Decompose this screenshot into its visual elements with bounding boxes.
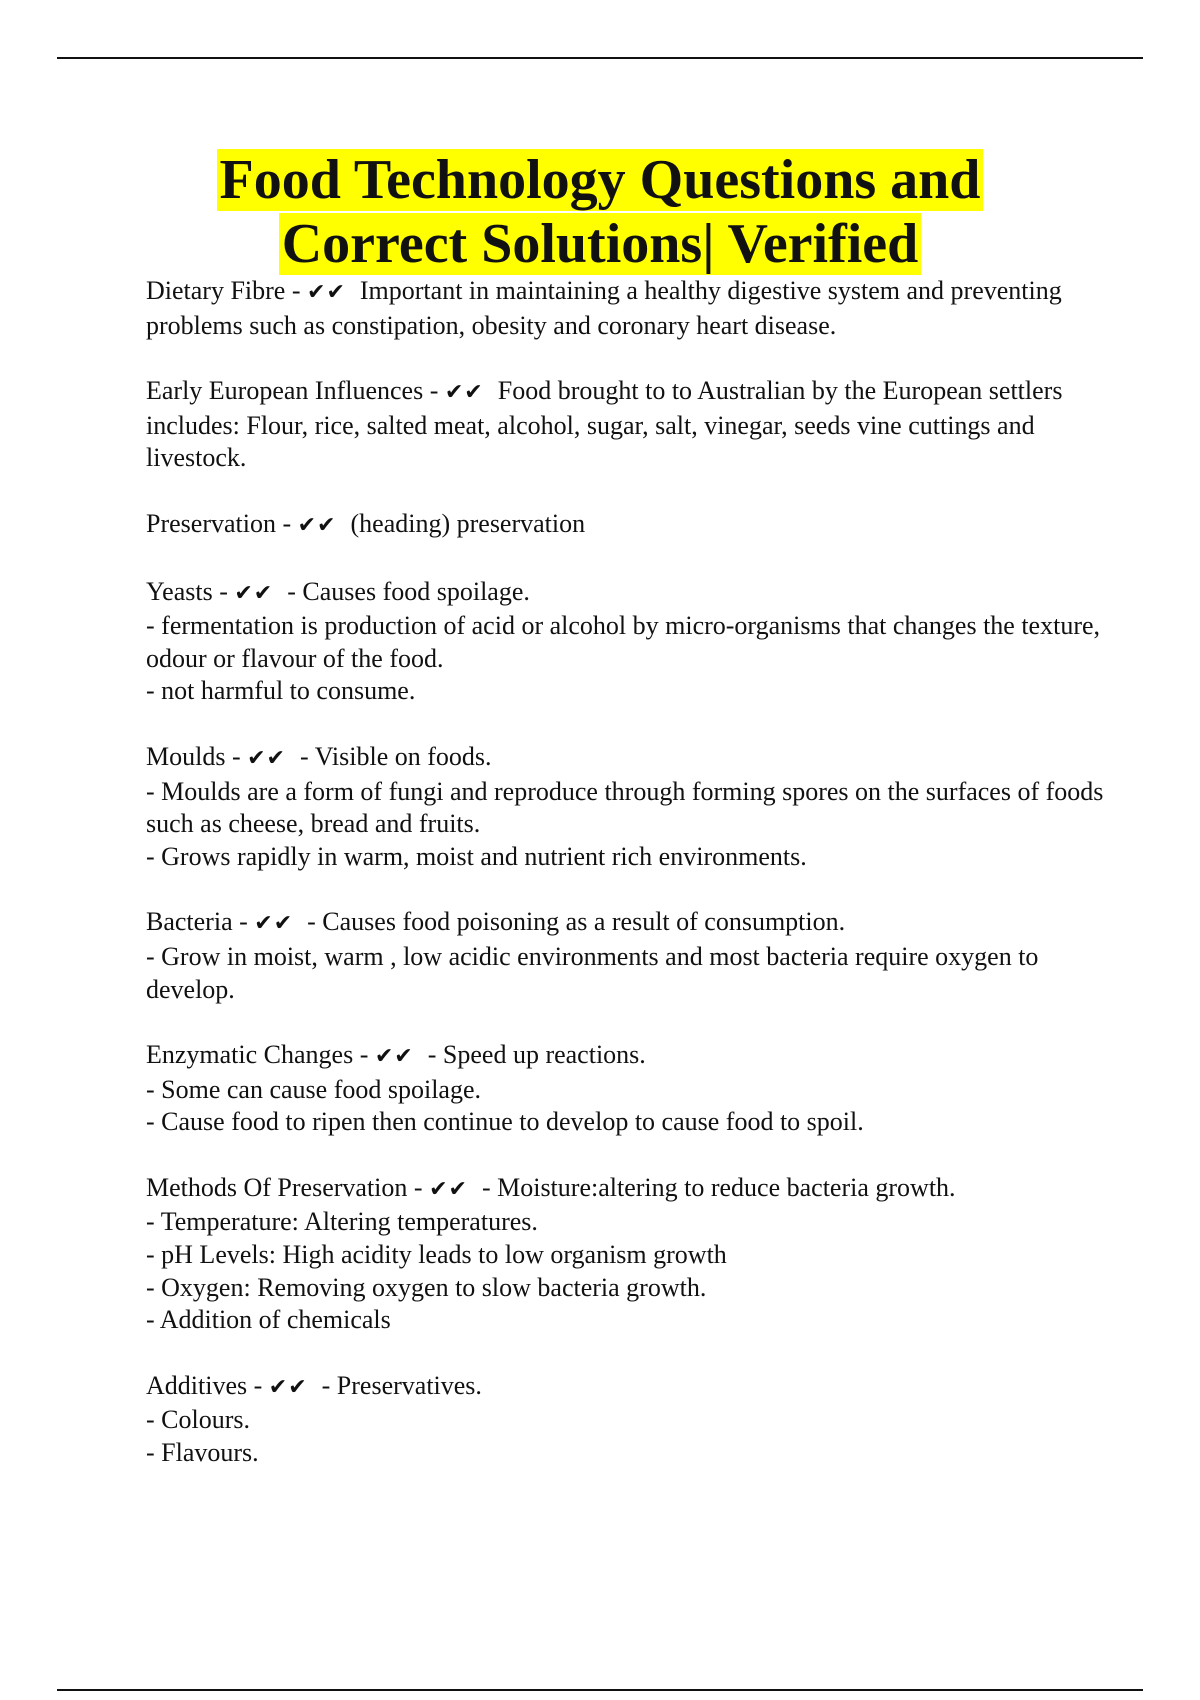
qa-entry: [146, 275, 1106, 342]
double-check-icon: ✔✔: [254, 911, 294, 937]
entry-term: Bacteria -: [146, 907, 255, 937]
double-check-icon: ✔✔: [307, 280, 346, 305]
qa-entry: [146, 375, 1106, 475]
entry-answer: - Moisture:altering to reduce bacteria growth.: [481, 1172, 956, 1202]
entry-answer-line: - Some can cause food spoilage.: [146, 1074, 482, 1104]
entry-answer-line: - Moulds are a form of fungi and reproduce through forming spores on the surfaces of foods such as cheese, bread and fruits.: [146, 776, 1104, 839]
entry-answer: (heading) preservation: [350, 508, 586, 538]
double-check-icon: ✔✔: [444, 380, 484, 406]
qa-entry-first-line: [146, 906, 1106, 941]
qa-entry-first-line: [146, 508, 1106, 543]
header-rule: [57, 57, 1143, 59]
qa-entry: [146, 906, 1106, 1006]
entry-answer-line: - pH Levels: High acidity leads to low organism growth: [146, 1240, 727, 1270]
entry-term: Additives -: [146, 1370, 269, 1400]
entry-answer: Food brought to to Australian by the European settlers includes: Flour, rice, salted meat, alcohol, sugar, salt, vinegar, seeds vine cuttings and livestock.: [146, 376, 1063, 473]
qa-list: [146, 275, 1106, 1503]
entry-answer: - Causes food poisoning as a result of consumption.: [307, 907, 846, 937]
entry-term: Dietary Fibre -: [146, 276, 308, 305]
qa-entry-first-line: [146, 1039, 1106, 1074]
entry-answer-line: - Grow in moist, warm , low acidic environments and most bacteria require oxygen to develop.: [146, 941, 1039, 1004]
title-line-1: Food Technology Questions and: [217, 149, 984, 211]
double-check-icon: ✔✔: [429, 1176, 468, 1202]
entry-answer: - Visible on foods.: [300, 741, 492, 771]
qa-entry-first-line: [146, 576, 1106, 611]
qa-entry: [146, 1039, 1106, 1139]
entry-term: Moulds -: [146, 741, 248, 771]
qa-entry: [146, 1172, 1106, 1337]
qa-entry-first-line: [146, 1172, 1106, 1207]
entry-answer: Important in maintaining a healthy digestive system and preventing problems such as constipation, obesity and coronary heart disease.: [146, 276, 1062, 340]
qa-entry: [146, 508, 1106, 543]
qa-entry-first-line: [146, 275, 1106, 342]
entry-term: Methods Of Preservation -: [146, 1172, 430, 1202]
title-line-2: Correct Solutions| Verified: [279, 213, 922, 275]
double-check-icon: ✔✔: [247, 745, 286, 771]
entry-answer-line: - Cause food to ripen then continue to develop to cause food to spoil.: [146, 1107, 864, 1137]
entry-term: Early European Influences -: [146, 376, 445, 406]
entry-answer: - Causes food spoilage.: [287, 576, 530, 606]
entry-answer-line: - Oxygen: Removing oxygen to slow bacteria growth.: [146, 1272, 707, 1302]
double-check-icon: ✔✔: [374, 1044, 414, 1070]
qa-entry-first-line: [146, 1370, 1106, 1405]
qa-entry-first-line: [146, 375, 1106, 475]
entry-term: Enzymatic Changes -: [146, 1040, 375, 1070]
double-check-icon: ✔✔: [268, 1374, 308, 1400]
qa-entry: [146, 576, 1106, 708]
entry-term: Preservation -: [146, 508, 298, 538]
entry-answer-line: - fermentation is production of acid or alcohol by micro-organisms that changes the texture, odour or flavour of the food.: [146, 611, 1101, 673]
entry-answer-line: - not harmful to consume.: [146, 676, 416, 706]
qa-entry: [146, 741, 1106, 873]
document-title: [0, 148, 1200, 276]
entry-term: Yeasts -: [146, 576, 235, 606]
double-check-icon: ✔✔: [234, 580, 274, 606]
double-check-icon: ✔✔: [297, 512, 337, 538]
entry-answer-line: - Temperature: Altering temperatures.: [146, 1207, 538, 1237]
entry-answer: - Preservatives.: [321, 1370, 482, 1400]
entry-answer-line: - Grows rapidly in warm, moist and nutrient rich environments.: [146, 841, 807, 871]
entry-answer: - Speed up reactions.: [427, 1040, 646, 1070]
entry-answer-line: - Addition of chemicals: [146, 1305, 391, 1335]
entry-answer-line: - Colours.: [146, 1405, 250, 1435]
qa-entry: [146, 1370, 1106, 1470]
qa-entry-first-line: [146, 741, 1106, 776]
footer-rule: [57, 1689, 1143, 1691]
entry-answer-line: - Flavours.: [146, 1438, 259, 1468]
